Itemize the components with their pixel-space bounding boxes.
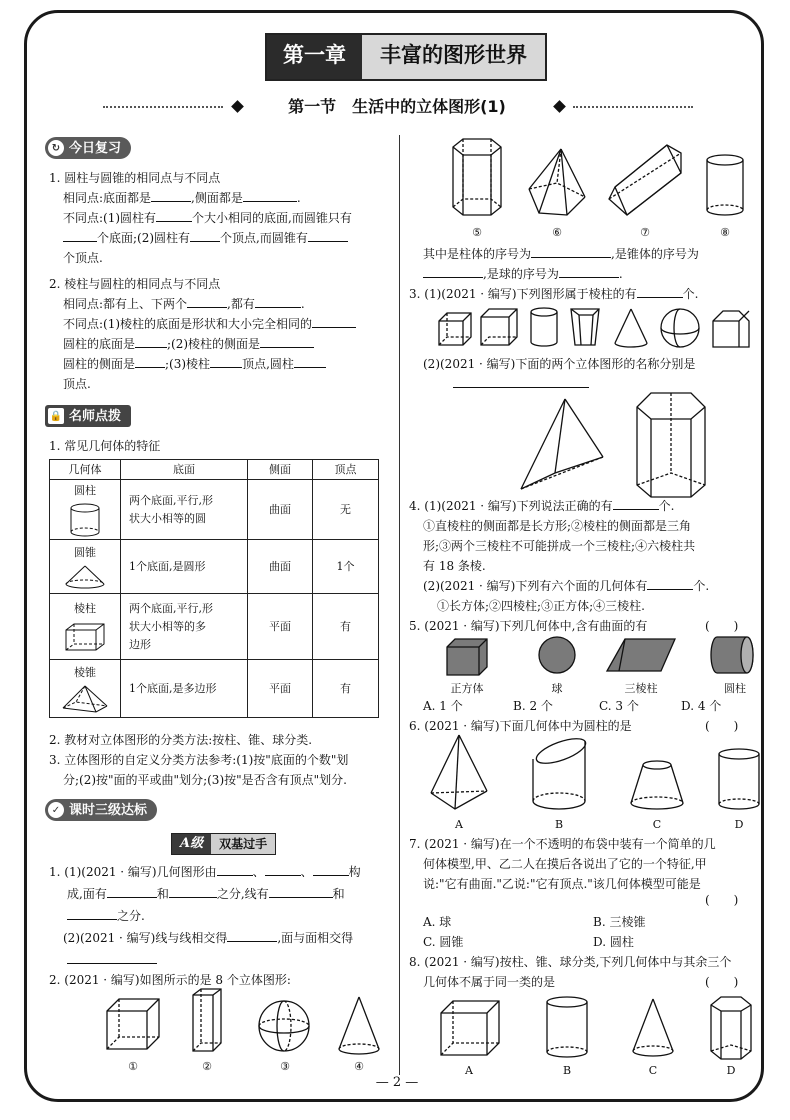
review-header: ↻ 今日复习 <box>45 137 131 159</box>
lock-icon: 🔒 <box>48 408 64 424</box>
review-q2-stem: 2. 棱柱与圆柱的相同点与不同点 <box>49 277 221 291</box>
practice-q4-line5: (2)(2021 · 编写)下列有六个面的几何体有 个. <box>423 579 710 593</box>
frustum-prism-small-icon <box>569 307 601 349</box>
practice-q4-line1: 4. (1)(2021 · 编写)下列说法正确的有 个. <box>409 499 675 513</box>
table-row: 棱柱 两个底面,平行,形 状大小相等的多 边形 平面 有 <box>50 594 379 660</box>
review-q2-line3: 圆柱的底面是 ;(2)棱柱的侧面是 <box>63 335 314 354</box>
option-d-cylinder-figure <box>717 747 761 811</box>
practice-q2-answer-line1: 其中是柱体的序号为 ,是锥体的序号为 <box>423 247 699 261</box>
answer-bracket: ( ) <box>705 619 739 633</box>
teacher-item1: 1. 常见几何体的特征 <box>49 439 161 453</box>
answer-bracket: ( ) <box>705 975 739 989</box>
practice-q3-line1: 3. (1)(2021 · 编写)下列图形属于棱柱的有 个. <box>409 287 699 301</box>
table-row: 圆柱 两个底面,平行,形 状大小相等的圆 曲面 无 <box>50 480 379 540</box>
figure-label: D <box>726 1064 736 1077</box>
option-c-cone-figure <box>631 997 675 1059</box>
practice-q8-line2: 几何体不属于同一类的是 <box>423 975 556 989</box>
figure-label: ④ <box>354 1060 364 1073</box>
diamond-icon <box>553 100 566 113</box>
practice-q7-line1: 7. (2021 · 编写)在一个不透明的布袋中装有一个简单的几 <box>409 837 716 851</box>
table-row: 圆锥 1个底面,是圆形 曲面 1个 <box>50 540 379 594</box>
review-q1-line4: 个顶点. <box>63 251 103 265</box>
practice-q3-answer <box>453 375 589 394</box>
practice-q1-line2: 成,面有 和 之分,线有 和 <box>67 887 345 901</box>
review-q1-stem: 1. 圆柱与圆锥的相同点与不同点 <box>49 171 221 185</box>
option-b: B. 2 个 <box>513 699 553 713</box>
practice-q4-line6: ①长方体;②四棱柱;③正方体;④三棱柱. <box>437 599 645 613</box>
cone-small-icon <box>613 307 649 349</box>
table-header-row: 几何体 底面 侧面 顶点 <box>50 460 379 480</box>
diamond-icon <box>231 100 244 113</box>
figure-label: B <box>562 1064 572 1077</box>
page-number: — 2 — <box>375 1075 419 1090</box>
review-q2-line4: 圆柱的侧面是 ;(3)棱柱 顶点,圆柱 <box>63 355 326 374</box>
figure-label: C <box>648 1064 658 1077</box>
cone-icon <box>62 564 108 590</box>
figure-label: ① <box>128 1060 138 1073</box>
figure-label: ③ <box>280 1060 290 1073</box>
sphere-small-icon <box>659 307 701 349</box>
right-dotted-rule <box>573 106 693 108</box>
practice-q3-line2: (2)(2021 · 编写)下面的两个立体图形的名称分别是 <box>423 357 696 371</box>
triangular-prism-figure-7 <box>607 143 683 217</box>
section-header <box>27 93 764 121</box>
cut-cube-small-icon <box>711 309 751 349</box>
figure-label: C <box>652 818 662 831</box>
option-b-oblique-cylinder-figure <box>527 735 589 811</box>
practice-q1-line5 <box>67 951 157 970</box>
option-b: B. 三棱锥 <box>593 915 646 929</box>
practice-q8-line1: 8. (2021 · 编写)按柱、锥、球分类,下列几何体中与其余三个 <box>409 955 732 969</box>
answer-bracket: ( ) <box>705 893 739 907</box>
cylinder-small-icon <box>529 307 559 347</box>
option-a: A. 球 <box>423 915 452 929</box>
workbook-page <box>24 10 764 1102</box>
figure-label: 球 <box>551 682 563 695</box>
practice-q1-line4: (2)(2021 · 编写)线与线相交得 ,面与面相交得 <box>63 931 354 945</box>
option-a-pyramid-figure <box>429 733 489 811</box>
cone-figure-4 <box>337 995 381 1057</box>
figure-label: A <box>465 1064 473 1077</box>
practice-q2-stem: 2. (2021 · 编写)如图所示的是 8 个立体图形: <box>49 973 291 987</box>
teacher-item2: 2. 教材对立体图形的分类方法:按柱、锥、球分类. <box>49 733 313 747</box>
answer-bracket: ( ) <box>705 719 739 733</box>
hexagonal-prism-figure-5 <box>451 137 503 217</box>
column-divider <box>399 135 400 1075</box>
chapter-banner <box>265 33 547 81</box>
practice-q1-line3: 之分. <box>67 907 145 926</box>
teacher-item3-line1: 3. 立体图形的自定义分类方法参考:(1)按"底面的个数"划 <box>49 753 349 767</box>
practice-header: ✓ 课时三级达标 <box>45 799 157 821</box>
solid-features-table <box>49 459 379 718</box>
figure-label: D <box>734 818 744 831</box>
option-c: C. 3 个 <box>599 699 639 713</box>
shaded-cylinder-figure <box>709 635 755 675</box>
sphere-figure-3 <box>257 999 311 1053</box>
practice-q2-answer-line2: ,是球的序号为 . <box>423 265 623 284</box>
option-c: C. 圆锥 <box>423 935 464 949</box>
cube-figure-1 <box>105 997 161 1051</box>
figure-label: ② <box>202 1060 212 1073</box>
option-d: D. 圆柱 <box>593 935 634 949</box>
practice-q4-line2: ①直棱柱的侧面都是长方形;②棱柱的侧面都是三角 <box>423 519 692 533</box>
review-q1-line3: 个底面;(2)圆柱有 个顶点,而圆锥有 <box>63 229 348 248</box>
review-q2-line1: 相同点:都有上、下两个 ,都有 . <box>63 297 305 311</box>
cylinder-icon <box>65 502 105 538</box>
practice-q1-line1: 1. (1)(2021 · 编写)几何图形由 、 、 构 <box>49 865 361 879</box>
figure-label: A <box>455 818 463 831</box>
option-b-cylinder-figure <box>545 995 589 1059</box>
review-q2-line2: 不同点:(1)棱柱的底面是形状和大小完全相同的 <box>63 315 356 334</box>
figure-label: ⑤ <box>472 226 482 239</box>
left-dotted-rule <box>103 106 223 108</box>
shaded-triangular-prism-figure <box>605 637 677 673</box>
check-icon: ✓ <box>48 802 64 818</box>
table-row: 棱锥 1个底面,是多边形 平面 有 <box>50 660 379 718</box>
chapter-title: 丰富的图形世界 <box>380 43 527 67</box>
option-c-frustum-figure <box>629 759 685 811</box>
level-a-badge: A级 双基过手 <box>171 833 276 855</box>
option-a: A. 1 个 <box>423 699 463 713</box>
teacher-item3-line2: 分;(2)按"面的平或曲"划分;(3)按"是否含有顶点"划分. <box>63 773 347 787</box>
prism-icon <box>62 620 108 654</box>
review-q2-line5: 顶点. <box>63 377 91 391</box>
pyramid-icon <box>60 684 110 714</box>
practice-q6-stem: 6. (2021 · 编写)下面几何体中为圆柱的是 <box>409 719 632 733</box>
refresh-icon: ↻ <box>48 140 64 156</box>
option-d: D. 4 个 <box>681 699 722 713</box>
review-q1-line1: 相同点:底面都是 ,侧面都是 . <box>63 191 301 205</box>
pentagonal-prism-figure <box>635 391 707 499</box>
teacher-header: 🔒 名师点拨 <box>45 405 131 427</box>
cylinder-figure-8 <box>705 153 745 217</box>
option-d-pentagonal-prism-figure <box>709 995 753 1061</box>
shaded-sphere-figure <box>537 635 577 675</box>
pentagonal-pyramid-figure-6 <box>527 147 587 217</box>
practice-q4-line3: 形;③两个三棱柱不可能拼成一个三棱柱;④六棱柱共 <box>423 539 696 553</box>
figure-label: ⑥ <box>552 226 562 239</box>
cuboid-figure-2 <box>191 987 223 1053</box>
cuboid-small-icon <box>479 307 519 347</box>
shaded-cube-figure <box>445 637 489 677</box>
practice-q4-line4: 有 18 条棱. <box>423 559 486 573</box>
practice-q5-stem: 5. (2021 · 编写)下列几何体中,含有曲面的有 <box>409 619 648 633</box>
figure-label: B <box>554 818 564 831</box>
figure-label: ⑧ <box>720 226 730 239</box>
triangular-pyramid-figure <box>519 397 605 497</box>
chapter-number: 第一章 <box>267 35 362 79</box>
figure-label: ⑦ <box>640 226 650 239</box>
figure-label: 三棱柱 <box>624 682 658 695</box>
cube-small-icon <box>437 311 473 347</box>
option-a-cube-figure <box>439 999 501 1057</box>
practice-q7-line3: 说:"它有曲面."乙说:"它有顶点."该几何体模型可能是 <box>423 877 701 891</box>
figure-label: 正方体 <box>450 682 484 695</box>
section-title: 第一节 生活中的立体图形(1) <box>288 97 506 116</box>
practice-q7-line2: 何体模型,甲、乙二人在摸后各说出了它的一个特征,甲 <box>423 857 707 871</box>
review-q1-line2: 不同点:(1)圆柱有 个大小相同的底面,而圆锥只有 <box>63 211 352 225</box>
figure-label: 圆柱 <box>724 682 746 695</box>
